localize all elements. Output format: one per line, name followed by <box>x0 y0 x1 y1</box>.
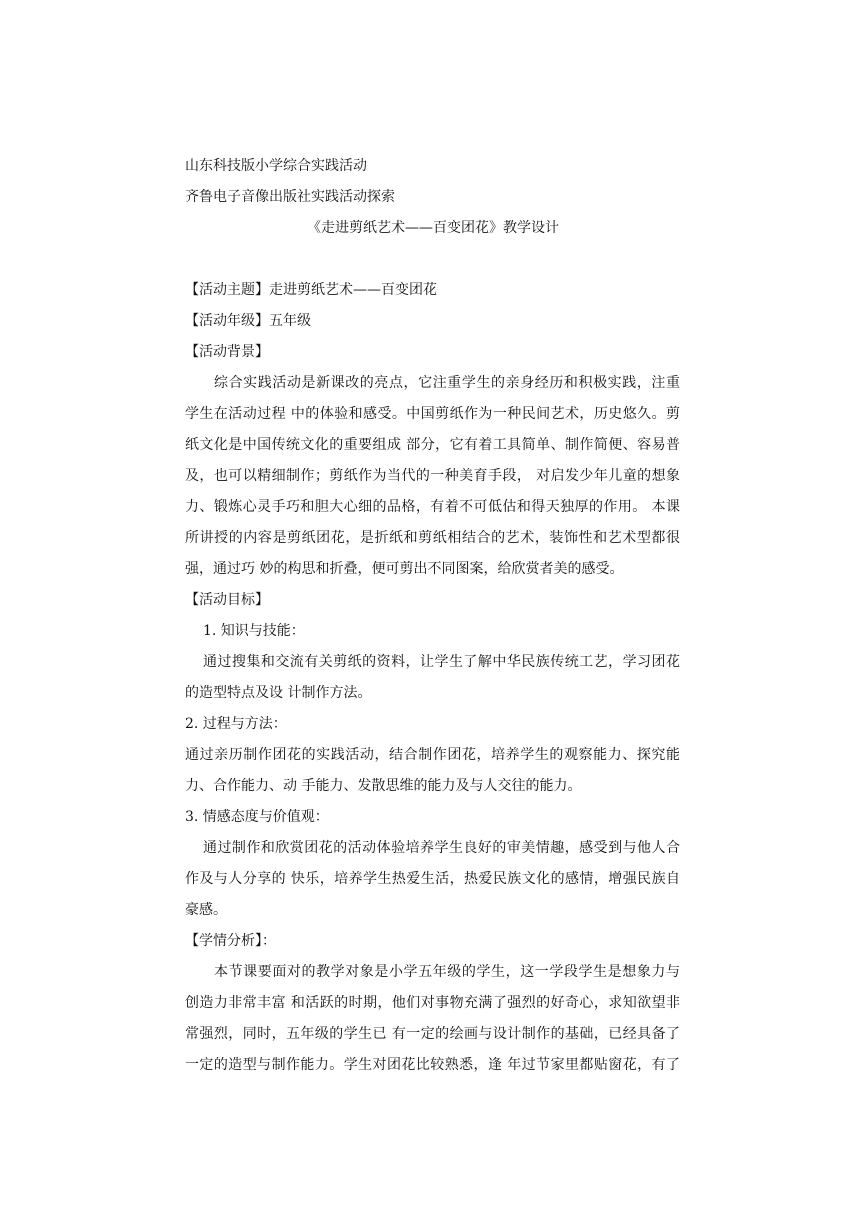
background-line: 学生在活动过程 中的体验和感受。中国剪纸作为一种民间艺术，历史悠久。剪 <box>185 406 680 422</box>
document-title: 《走进剪纸艺术——百变团花》教学设计 <box>307 220 559 236</box>
goal-2-line: 通过亲历制作团花的实践活动，结合制作团花，培养学生的观察能力、探究能 <box>185 747 680 763</box>
goals-heading: 【活动目标】 <box>185 592 269 608</box>
goal-1-line: 的造型特点及设 计制作方法。 <box>185 685 372 701</box>
analysis-line: 常强烈，同时，五年级的学生已 有一定的绘画与设计制作的基础，已经具备了 <box>185 1026 680 1042</box>
goal-1-line: 通过搜集和交流有关剪纸的资料，让学生了解中华民族传统工艺，学习团花 <box>203 654 680 670</box>
background-line: 力、锻炼心灵手巧和胆大心细的品格，有着不可低估和得天独厚的作用。 本课 <box>185 499 680 515</box>
goal-3-title: 3. 情感态度与价值观： <box>185 809 329 825</box>
activity-grade: 【活动年级】五年级 <box>185 313 311 329</box>
goal-1-title: 1. 知识与技能： <box>203 623 305 639</box>
goal-2-line: 力、合作能力、动 手能力、发散思维的能力及与人交往的能力。 <box>185 778 582 794</box>
analysis-line: 本节课要面对的教学对象是小学五年级的学生，这一学段学生是想象力与 <box>214 964 680 980</box>
analysis-heading: 【学情分析】： <box>185 933 276 949</box>
background-line: 综合实践活动是新课改的亮点，它注重学生的亲身经历和积极实践，注重 <box>214 375 680 391</box>
analysis-line: 创造力非常丰富 和活跃的时期，他们对事物充满了强烈的好奇心，求知欲望非 <box>185 995 680 1011</box>
goal-3-line: 作及与人分享的 快乐，培养学生热爱生活，热爱民族文化的感情，增强民族自 <box>185 871 680 887</box>
background-line: 纸文化是中国传统文化的重要组成 部分，它有着工具简单、制作简便、容易普 <box>185 437 680 453</box>
series-line: 山东科技版小学综合实践活动 <box>185 158 367 174</box>
goal-2-title: 2. 过程与方法： <box>185 716 287 732</box>
background-line: 及，也可以精细制作；剪纸作为当代的一种美育手段， 对启发少年儿童的想象 <box>185 468 680 484</box>
activity-theme: 【活动主题】走进剪纸艺术——百变团花 <box>185 282 437 298</box>
background-line: 强，通过巧 妙的构思和折叠，便可剪出不同图案，给欣赏者美的感受。 <box>185 561 624 577</box>
background-heading: 【活动背景】 <box>185 344 269 360</box>
background-line: 所讲授的内容是剪纸团花，是折纸和剪纸相结合的艺术，装饰性和艺术型都很 <box>185 530 680 546</box>
goal-3-line: 豪感。 <box>185 902 227 918</box>
publisher-line: 齐鲁电子音像出版社实践活动探索 <box>185 189 395 205</box>
goal-3-line: 通过制作和欣赏团花的活动体验培养学生良好的审美情趣，感受到与他人合 <box>203 840 680 856</box>
analysis-line: 一定的造型与制作能力。学生对团花比较熟悉，逢 年过节家里都贴窗花，有了 <box>185 1057 680 1073</box>
